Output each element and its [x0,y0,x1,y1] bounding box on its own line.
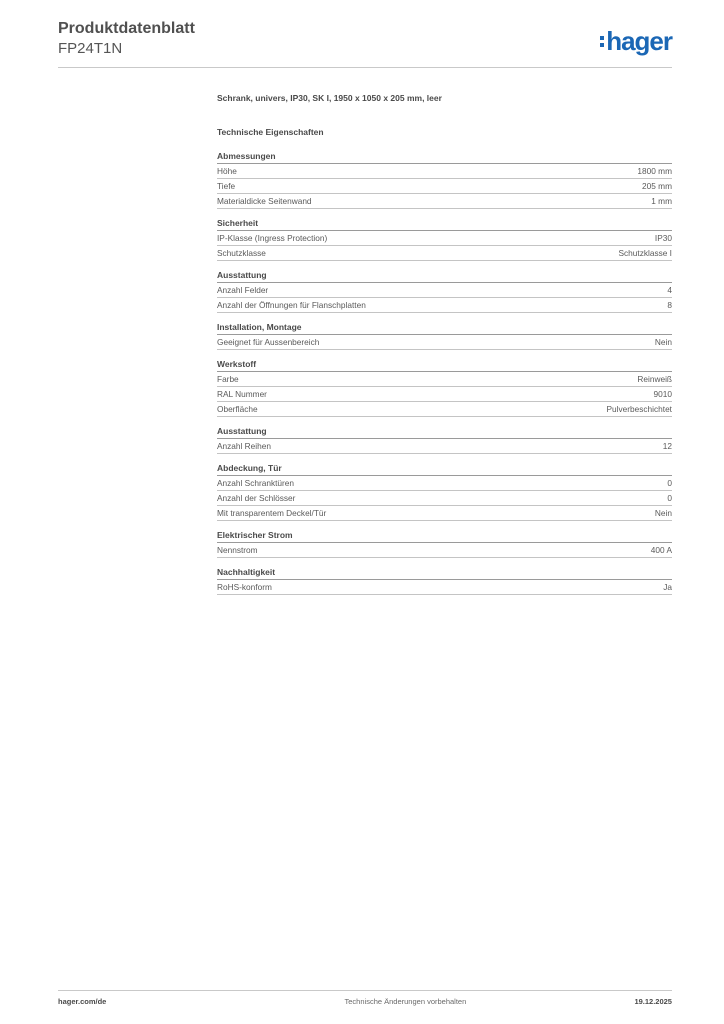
section-title: Abmessungen [217,150,672,164]
section-title: Installation, Montage [217,321,672,335]
hager-logo [600,28,672,54]
property-row [217,491,672,506]
property-label: Schutzklasse [217,248,266,258]
property-label: Nennstrom [217,545,258,555]
property-label: Tiefe [217,181,236,191]
logo-text: hager [606,26,672,56]
section-title: Werkstoff [217,358,672,372]
technical-properties-heading: Technische Eigenschaften [217,127,324,137]
property-label: IP-Klasse (Ingress Protection) [217,233,328,243]
property-row [217,194,672,209]
property-row [217,506,672,521]
property-value: 12 [662,441,672,451]
logo-dots-icon [600,36,604,47]
property-row [217,283,672,298]
property-section [217,321,672,350]
footer [58,997,672,1006]
property-label: Höhe [217,166,237,176]
property-label: RAL Nummer [217,389,267,399]
property-label: Anzahl der Öffnungen für Flanschplatten [217,300,366,310]
header-divider [58,67,672,68]
property-section [217,217,672,261]
property-label: Anzahl Schranktüren [217,478,295,488]
section-title: Elektrischer Strom [217,529,672,543]
property-section [217,269,672,313]
footer-notice: Technische Änderungen vorbehalten [344,997,467,1006]
property-section [217,566,672,595]
property-value: 9010 [653,389,672,399]
document-title: Produktdatenblatt [58,20,195,37]
property-value: Schutzklasse I [618,248,672,258]
property-value: Nein [654,337,672,347]
section-title: Ausstattung [217,425,672,439]
section-title: Nachhaltigkeit [217,566,672,580]
property-row [217,164,672,179]
property-label: Geeignet für Aussenbereich [217,337,320,347]
section-title: Ausstattung [217,269,672,283]
property-label: Mit transparentem Deckel/Tür [217,508,327,518]
property-label: Oberfläche [217,404,258,414]
property-value: Nein [654,508,672,518]
footer-date: 19.12.2025 [634,997,672,1006]
property-value: 1800 mm [637,166,672,176]
property-row [217,476,672,491]
section-title: Abdeckung, Tür [217,462,672,476]
property-label: Farbe [217,374,239,384]
product-description: Schrank, univers, IP30, SK I, 1950 x 1050 x 205 mm, leer [217,93,442,103]
property-row [217,387,672,402]
property-value: 4 [667,285,672,295]
property-row [217,335,672,350]
property-section [217,358,672,417]
property-label: RoHS-konform [217,582,272,592]
property-label: Anzahl Felder [217,285,269,295]
property-label: Anzahl Reihen [217,441,271,451]
property-section [217,462,672,521]
property-value: IP30 [654,233,672,243]
property-sections [217,150,672,595]
property-row [217,231,672,246]
property-row [217,543,672,558]
property-value: 0 [667,478,672,488]
property-row [217,580,672,595]
property-value: 1 mm [651,196,672,206]
property-section [217,529,672,558]
property-row [217,246,672,261]
property-label: Anzahl der Schlösser [217,493,296,503]
property-row [217,372,672,387]
property-row [217,179,672,194]
footer-divider [58,990,672,991]
datasheet-content [217,93,672,595]
footer-website: hager.com/de [58,997,107,1006]
property-section [217,150,672,209]
property-value: 400 A [650,545,672,555]
property-value: Ja [663,582,672,592]
property-value: Pulverbeschichtet [606,404,672,414]
property-value: 0 [667,493,672,503]
property-row [217,298,672,313]
product-code: FP24T1N [58,40,123,57]
property-label: Materialdicke Seitenwand [217,196,312,206]
property-row [217,439,672,454]
section-title: Sicherheit [217,217,672,231]
property-value: 205 mm [642,181,672,191]
property-value: Reinweiß [637,374,672,384]
property-section [217,425,672,454]
property-row [217,402,672,417]
property-value: 8 [667,300,672,310]
